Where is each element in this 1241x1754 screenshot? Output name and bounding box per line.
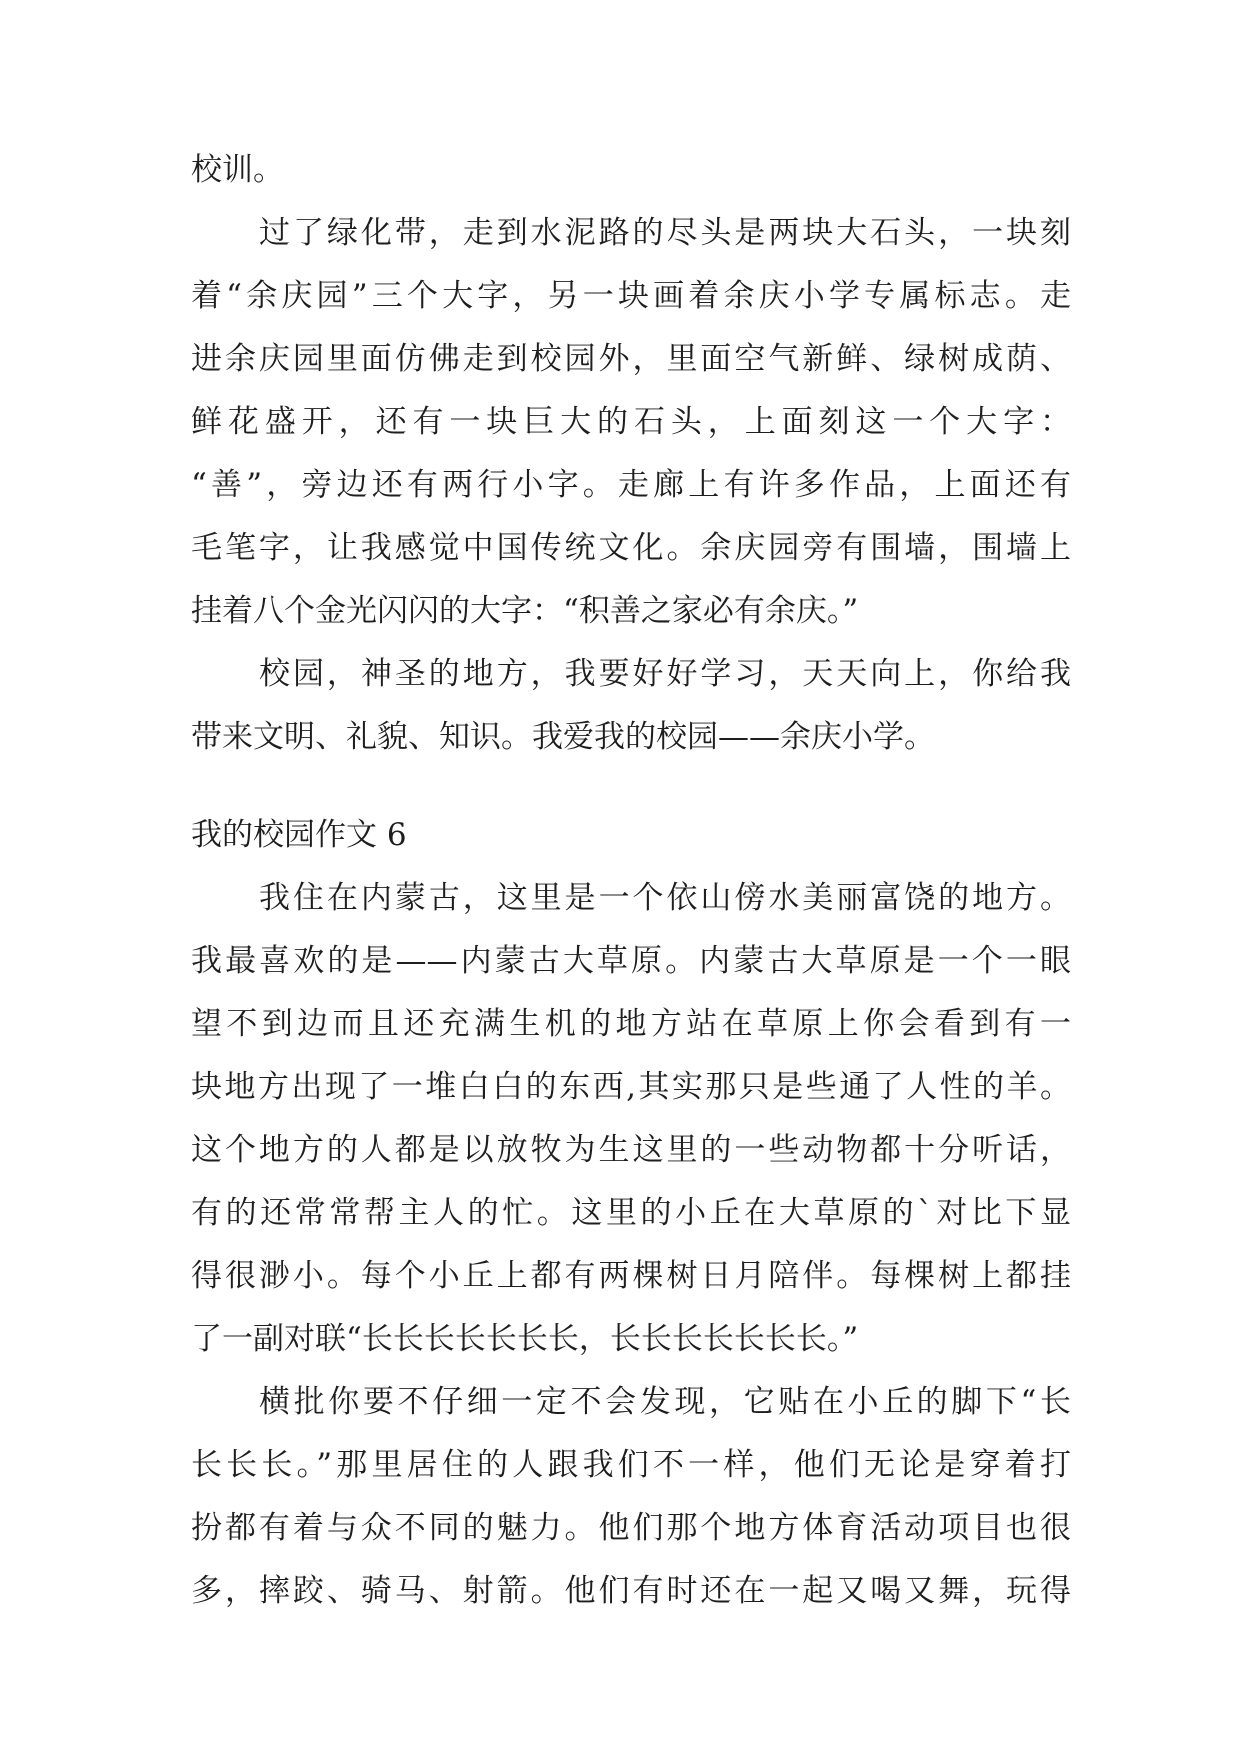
paragraph-first-line: 横批你要不仔细一定不会发现，它贴在小丘的脚下“长 bbox=[259, 1384, 1071, 1420]
text-line: “善”，旁边还有两行小字。走廊上有许多作品，上面还有 bbox=[191, 467, 1071, 503]
text-line: 这个地方的人都是以放牧为生这里的一些动物都十分听话， bbox=[191, 1132, 1071, 1168]
text-line: 多，摔跤、骑马、射箭。他们有时还在一起又喝又舞，玩得 bbox=[191, 1573, 1071, 1609]
section-heading: 我的校园作文 6 bbox=[191, 817, 407, 853]
paragraph-first-line: 我住在内蒙古，这里是一个依山傍水美丽富饶的地方。 bbox=[259, 880, 1071, 916]
text-line: 块地方出现了一堆白白的东西,其实那只是些通了人性的羊。 bbox=[191, 1069, 1071, 1105]
text-line: 我最喜欢的是——内蒙古大草原。内蒙古大草原是一个一眼 bbox=[191, 943, 1071, 979]
text-line: 进余庆园里面仿佛走到校园外，里面空气新鲜、绿树成荫、 bbox=[191, 341, 1071, 377]
text-line: 带来文明、礼貌、知识。我爱我的校园——余庆小学。 bbox=[191, 719, 935, 755]
text-line: 有的还常常帮主人的忙。这里的小丘在大草原的`对比下显 bbox=[191, 1195, 1071, 1231]
text-line: 着“余庆园”三个大字，另一块画着余庆小学专属标志。走 bbox=[191, 278, 1071, 314]
text-line: 了一副对联“长长长长长长长，长长长长长长长。” bbox=[191, 1321, 859, 1357]
paragraph-first-line: 校园，神圣的地方，我要好好学习，天天向上，你给我 bbox=[259, 656, 1071, 692]
text-line: 毛笔字，让我感觉中国传统文化。余庆园旁有围墙，围墙上 bbox=[191, 530, 1071, 566]
text-line: 校训。 bbox=[191, 152, 284, 188]
text-line: 鲜花盛开，还有一块巨大的石头，上面刻这一个大字： bbox=[191, 404, 1071, 440]
text-line: 扮都有着与众不同的魅力。他们那个地方体育活动项目也很 bbox=[191, 1510, 1071, 1546]
text-line: 得很渺小。每个小丘上都有两棵树日月陪伴。每棵树上都挂 bbox=[191, 1258, 1071, 1294]
text-line: 望不到边而且还充满生机的地方站在草原上你会看到有一 bbox=[191, 1006, 1071, 1042]
text-line: 挂着八个金光闪闪的大字：“积善之家必有余庆。” bbox=[191, 593, 859, 629]
paragraph-first-line: 过了绿化带，走到水泥路的尽头是两块大石头，一块刻 bbox=[259, 215, 1071, 251]
text-line: 长长长。”那里居住的人跟我们不一样，他们无论是穿着打 bbox=[191, 1447, 1071, 1483]
